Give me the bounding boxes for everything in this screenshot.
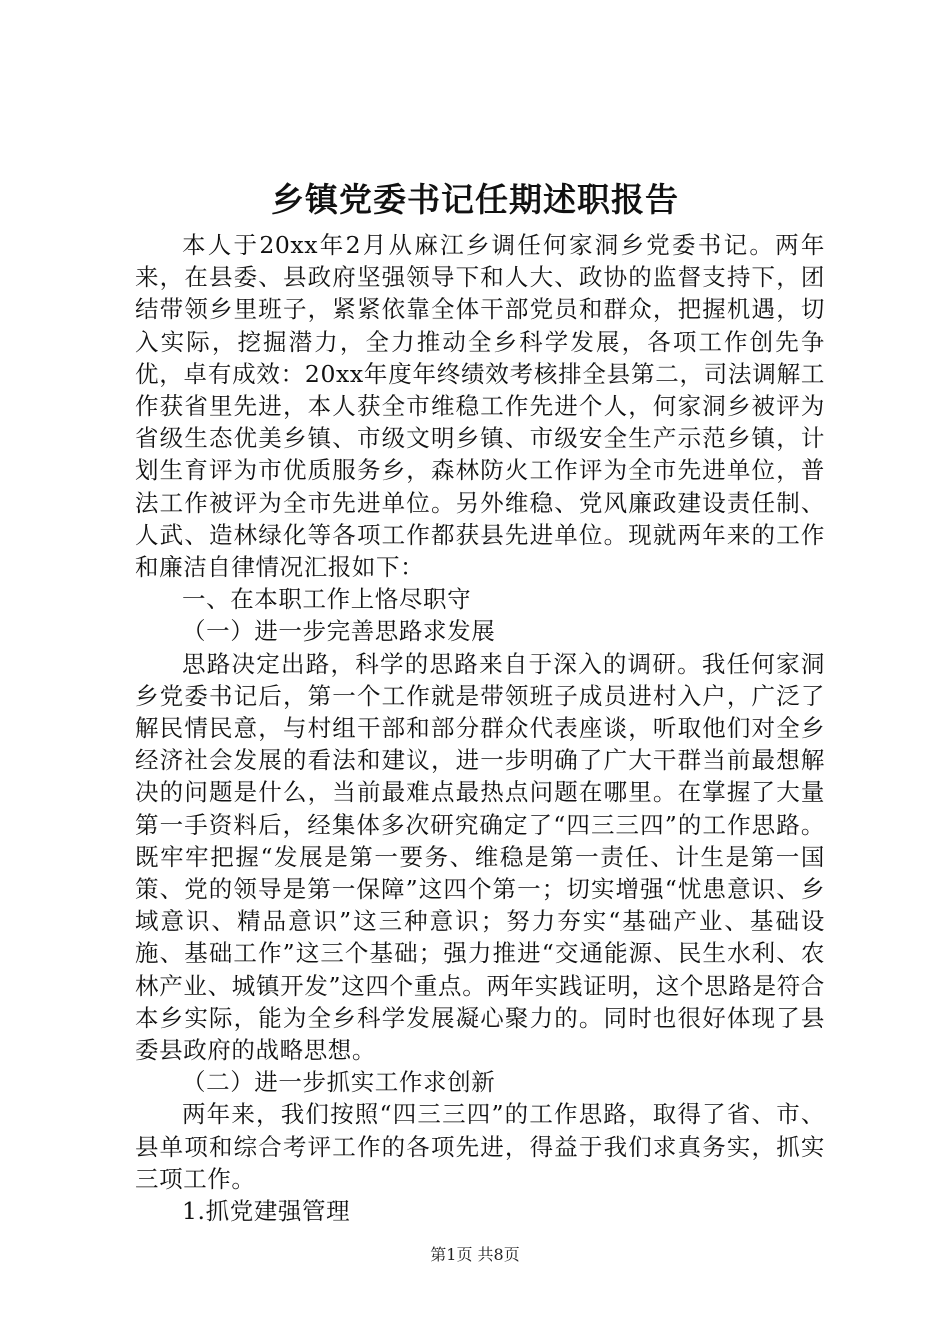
document-body: [135, 229, 825, 1227]
item-heading-1: 1.抓党建强管理: [182, 1197, 351, 1226]
subsection-heading-1: （一）进一步完善思路求发展: [182, 617, 496, 646]
paragraph-intro: 本人于20xx年2月从麻江乡调任何家洞乡党委书记。两年来，在县委、县政府坚强领导下和人大、政协的监督支持下，团结带领乡里班子，紧紧依靠全体干部党员和群众，把握机遇，切入实际，挖掘潜力，全力推动全乡科学发展，各项工作创先争优，卓有成效：20xx年度年终绩效考核排全县第二，司法调解工作获省里先进，本人获全市维稳工作先进个人，何家洞乡被评为省级生态优美乡镇、市级文明乡镇、市级安全生产示范乡镇，计划生育评为市优质服务乡，森林防火工作评为全市先进单位，普法工作被评为全市先进单位。另外维稳、党风廉政建设责任制、人武、造林绿化等各项工作都获县先进单位。现就两年来的工作和廉洁自律情况汇报如下：: [135, 231, 825, 582]
document-title: 乡镇党委书记任期述职报告: [271, 180, 679, 219]
section-heading-1: 一、在本职工作上恪尽职守: [182, 585, 472, 614]
paragraph-approach: 思路决定出路，科学的思路来自于深入的调研。我任何家洞乡党委书记后，第一个工作就是带领班子成员进村入户，广泛了解民情民意，与村组干部和部分群众代表座谈，听取他们对全乡经济社会发展的看法和建议，进一步明确了广大干群当前最想解决的问题是什么，当前最难点最热点问题在哪里。在掌握了大量第一手资料后，经集体多次研究确定了“四三三四”的工作思路。既牢牢把握“发展是第一要务、维稳是第一责任、计生是第一国策、党的领导是第一保障”这四个第一；切实增强“忧患意识、乡域意识、精品意识”这三种意识；努力夯实“基础产业、基础设施、基础工作”这三个基础；强力推进“交通能源、民生水利、农林产业、城镇开发”这四个重点。两年实践证明，这个思路是符合本乡实际，能为全乡科学发展凝心聚力的。同时也很好体现了县委县政府的战略思想。: [135, 649, 825, 1065]
paragraph-results: 两年来，我们按照“四三三四”的工作思路，取得了省、市、县单项和综合考评工作的各项先进，得益于我们求真务实，抓实三项工作。: [135, 1100, 825, 1193]
subsection-heading-2: （二）进一步抓实工作求创新: [182, 1068, 496, 1097]
page-footer: 第1页 共8页: [430, 1245, 520, 1264]
